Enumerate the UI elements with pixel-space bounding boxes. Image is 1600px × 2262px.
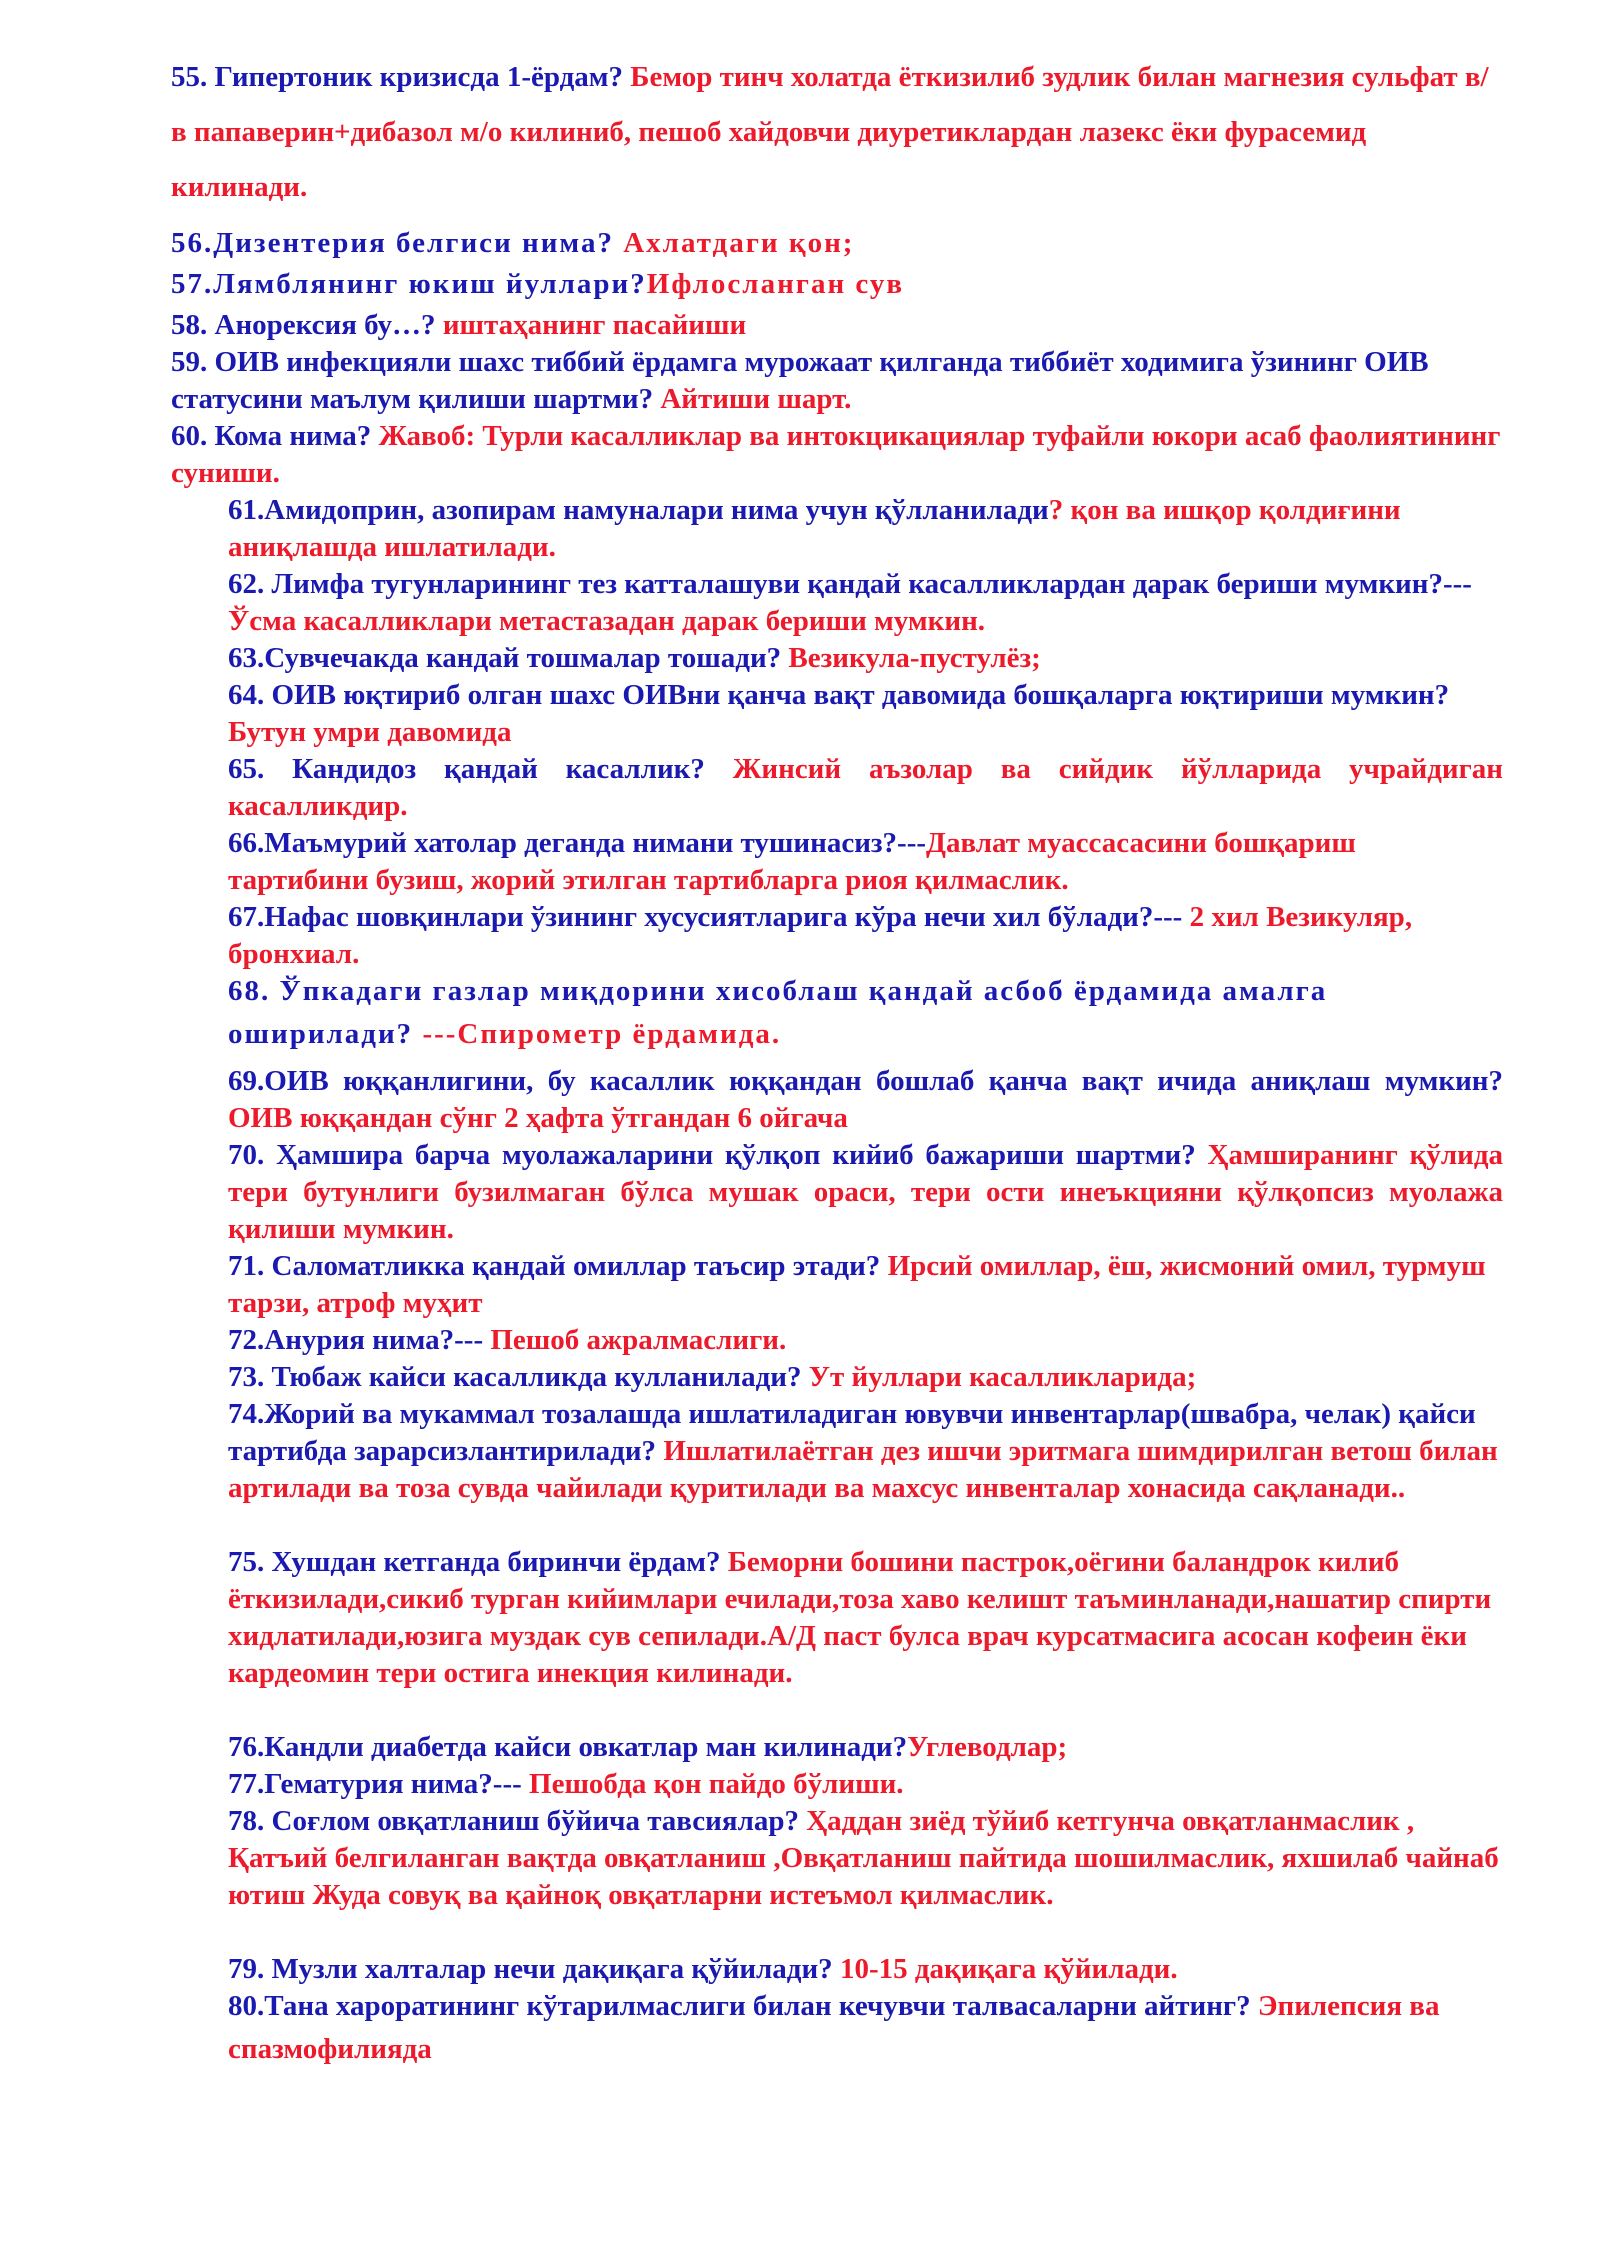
question-text: 78. Соғлом овқатланиш бўйича тавсиялар? (228, 1805, 807, 1837)
qa-item-78 (228, 1803, 1503, 1914)
qa-item-65 (228, 751, 1503, 825)
question-text: 80.Тана хароратининг кўтарилмаслиги билан кечувчи талвасаларни айтинг? (228, 1990, 1258, 2022)
answer-text: ОИВ юққандан сўнг 2 ҳафта ўтгандан 6 ойгача (228, 1102, 848, 1134)
question-text: 61.Амидоприн, азопирам намуналари нима учун қўлланилади (228, 494, 1049, 526)
answer-text: Ҳамширанинг қўлида тери бутунлиги бузилмаган бўлса мушак ораси, тери ости инеъкцияни қўлқопсиз муолажа қилиши мумкин. (228, 1139, 1504, 1245)
question-text: 60. Кома нима? (171, 420, 379, 452)
qa-item-62 (228, 566, 1503, 640)
question-text: 69.ОИВ юққанлигини, бу касаллик юққандан бошлаб қанча вақт ичида аниқлаш мумкин? (228, 1065, 1503, 1097)
qa-item-66 (228, 825, 1503, 899)
answer-text: Везикула-пустулёз; (788, 642, 1041, 674)
answer-text: Пешобда қон пайдо бўлиши. (529, 1768, 904, 1800)
answer-text: Углеводлар; (907, 1731, 1068, 1763)
question-text: 57.Лямблянинг юкиш йуллари? (171, 268, 647, 300)
question-text: 77.Гематурия нима?--- (228, 1768, 530, 1800)
qa-item-76 (228, 1729, 1503, 1766)
question-text: 74.Жорий ва мукаммал тозалашда ишлатиладиган ювувчи инвентарлар(швабра, челак) қайси тартибда зарарсизлантирилади? (228, 1398, 1476, 1467)
question-text: 58. Анорексия бу…? (171, 309, 443, 341)
answer-text: Жинсий аъзолар ва сийдик йўлларида учрайдиган касалликдир. (228, 753, 1503, 822)
answer-text: Ирсий омиллар, ёш, жисмоний омил, турмуш тарзи, атроф муҳит (228, 1250, 1486, 1319)
question-text: 79. Музли халталар нечи дақиқага қўйилади? (228, 1953, 840, 1985)
qa-item-67 (228, 899, 1503, 973)
answer-text: Айтиши шарт. (660, 383, 852, 415)
answer-text: иштаҳанинг пасайиши (442, 309, 747, 341)
answer-text: Пешоб ажралмаслиги. (490, 1324, 787, 1356)
question-text: 56.Дизентерия белгиси нима? (171, 227, 624, 259)
question-text: 59. ОИВ инфекцияли шахс тиббий ёрдамга мурожаат қилганда тиббиёт ходимига ўзининг ОИВ статусини маълум қилиши шартми? (171, 346, 1429, 415)
answer-text: Жавоб: Турли касалликлар ва интокцикациялар туфайли юкори асаб фаолиятининг суниши. (171, 420, 1501, 489)
qa-item-77 (228, 1766, 1503, 1803)
qa-item-56 (171, 225, 1501, 262)
question-text: 73. Тюбаж кайси касалликда кулланилади? (228, 1361, 809, 1393)
answer-text: Ифлосланган сув (646, 268, 905, 300)
qa-item-80 (228, 1985, 1503, 2071)
answer-text: ? қон ва ишқор қолдиғини аниқлашда ишлатилади. (228, 494, 1401, 563)
qa-item-58 (171, 307, 1501, 344)
question-text: 76.Кандли диабетда кайси овкатлар ман килинади? (228, 1731, 908, 1763)
question-text: 70. Ҳамшира барча муолажаларини қўлқоп кийиб бажариши шартми? (228, 1139, 1208, 1171)
question-text: 66.Маъмурий хатолар деганда нимани тушинасиз?--- (228, 827, 927, 859)
qa-item-59 (171, 344, 1501, 418)
qa-item-71 (228, 1248, 1503, 1322)
answer-text: 10-15 дақиқага қўйилади. (839, 1953, 1178, 1985)
answer-text: 2 хил Везикуляр, бронхиал. (228, 901, 1413, 970)
qa-item-73 (228, 1359, 1503, 1396)
question-text: 62. Лимфа тугунларининг тез катталашуви қандай касалликлардан дарак бериши мумкин?--- (228, 568, 1472, 600)
question-text: 67.Нафас шовқинлари ўзининг хусусиятларига кўра нечи хил бўлади?--- (228, 901, 1190, 933)
qa-item-63 (228, 640, 1503, 677)
qa-item-64 (228, 677, 1503, 751)
question-text: 72.Анурия нима?--- (228, 1324, 491, 1356)
qa-item-70 (228, 1137, 1503, 1248)
answer-text: Бемор тинч холатда ёткизилиб зудлик билан магнезия сульфат в/в папаверин+дибазол м/о килиниб, пешоб хайдовчи диуретиклардан лазекс ёки фурасемид килинади. (171, 61, 1489, 203)
qa-item-55 (171, 50, 1501, 215)
qa-item-61 (228, 492, 1503, 566)
qa-item-72 (228, 1322, 1503, 1359)
answer-text: Ут йуллари касалликларида; (808, 1361, 1197, 1393)
question-text: 71. Саломатликка қандай омиллар таъсир этади? (228, 1250, 888, 1282)
qa-item-57 (171, 266, 1501, 303)
answer-text: Ишлатилаётган дез ишчи эритмага шимдирилган ветош билан артилади ва тоза сувда чайилади қуритилади ва махсус инвенталар хонасида сақланади.. (228, 1435, 1498, 1504)
qa-item-69 (228, 1063, 1503, 1137)
answer-text: Ўсма касалликлари метастазадан дарак бериши мумкин. (228, 605, 986, 637)
question-text: 65. Кандидоз қандай касаллик? (228, 753, 733, 785)
answer-text: ---Спирометр ёрдамида. (422, 1018, 782, 1050)
qa-item-75 (228, 1544, 1503, 1692)
question-text: 55. Гипертоник кризисда 1-ёрдам? (171, 61, 631, 93)
qa-item-60 (171, 418, 1501, 492)
qa-item-79 (228, 1951, 1503, 1988)
answer-text: Эпилепсия ва спазмофилияда (228, 1990, 1440, 2065)
qa-item-68 (228, 970, 1503, 1056)
answer-text: Давлат муассасасини бошқариш тартибини бузиш, жорий этилган тартибларга риоя қилмаслик. (228, 827, 1356, 896)
answer-text: Ҳаддан зиёд тўйиб кетгунча овқатланмаслик , Қатъий белгиланган вақтда овқатланиш ,Овқатланиш пайтида шошилмаслик, яхшилаб чайнаб ютиш Жуда совуқ ва қайноқ овқатларни истеъмол қилмаслик. (228, 1805, 1499, 1911)
answer-text: Ахлатдаги қон; (623, 227, 855, 259)
answer-text: Бутун умри давомида (228, 716, 512, 748)
answer-text: Беморни бошини пастрок,оёгини баландрок килиб ёткизилади,сикиб турган кийимлари ечилади,тоза хаво келишт таъминланади,нашатир спирти хидлатилади,юзига муздак сув сепилади.А/Д паст булса врач курсатмасига асосан кофеин ёки кардеомин тери остига инекция килинади. (228, 1546, 1492, 1689)
question-text: 64. ОИВ юқтириб олган шахс ОИВни қанча вақт давомида бошқаларга юқтириши мумкин? (228, 679, 1450, 711)
question-text: 68. Ўпкадаги газлар миқдорини хисоблаш қандай асбоб ёрдамида амалга оширилади? (228, 975, 1328, 1050)
question-text: 63.Сувчечакда кандай тошмалар тошади? (228, 642, 789, 674)
question-text: 75. Хушдан кетганда биринчи ёрдам? (228, 1546, 728, 1578)
qa-item-74 (228, 1396, 1503, 1507)
